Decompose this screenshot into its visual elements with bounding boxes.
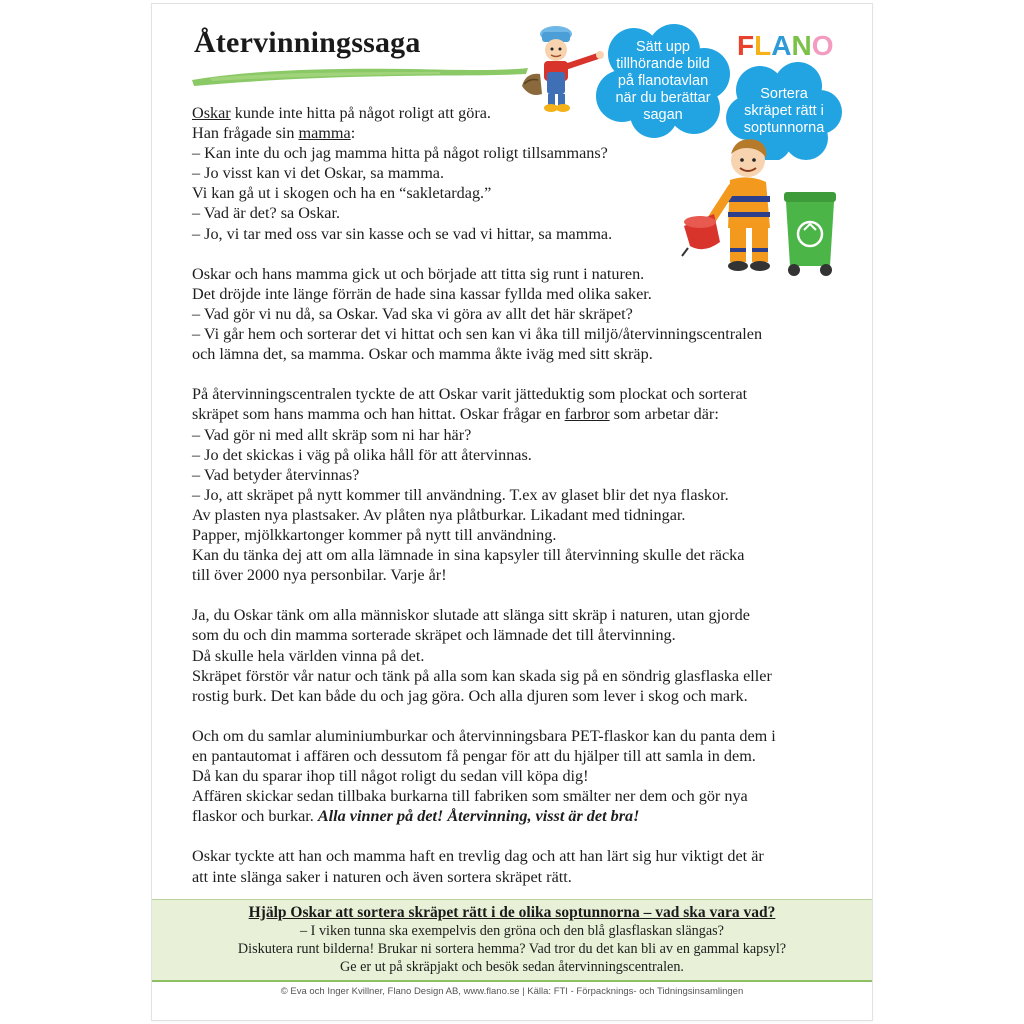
line-text: som arbetar där: (609, 405, 719, 424)
line-text: skräpet som hans mamma och han hittat. Oskar frågar en (192, 405, 565, 424)
story-line: Det dröjde inte länge förrän de hade sina kassar fyllda med olika saker. (192, 284, 652, 303)
story-line: Kan du tänka dej att om alla lämnade in sina kapsyler till återvinning skulle det räcka (192, 546, 745, 565)
story-line: Oskar och hans mamma gick ut och började att titta sig runt i naturen. (192, 264, 645, 283)
story-line: Ja, du Oskar tänk om alla människor slutade att slänga sitt skräp i naturen, utan gjorde (192, 606, 750, 625)
line-text: flaskor och burkar. (192, 807, 318, 826)
discussion-line: Diskutera runt bilderna! Brukar ni sortera hemma? Vad tror du det kan bli av en gammal kapsyl? (237, 941, 787, 957)
logo-letter: A (771, 30, 792, 61)
word-oskar: Oskar (192, 104, 231, 122)
logo-letter: O (811, 30, 834, 61)
story-paragraph-2 (192, 264, 812, 364)
story-line: På återvinningscentralen tyckte de att Oskar varit jätteduktig som plockat och sorterat (192, 385, 748, 404)
story-line: – Vad gör ni med allt skräp som ni har här? (192, 425, 472, 444)
story-paragraph-3 (192, 384, 812, 585)
story-line: Affären skickar sedan tillbaka burkarna till fabriken som smälter ner dem och gör nya (192, 787, 748, 806)
discussion-line: Ge er ut på skräpjakt och besök sedan återvinningscentralen. (340, 959, 684, 975)
story-line: Då skulle hela världen vinna på det. (192, 646, 425, 665)
story-line: och lämna det, sa mamma. Oskar och mamma åkte iväg med sitt skräp. (192, 345, 653, 364)
story-line: – Jo det skickas i väg på olika håll för att återvinnas. (192, 445, 532, 464)
bubble-text-left: Sätt upp tillhörande bild på flanotavlan när du berättar sagan (615, 38, 711, 123)
story-line: – Vad betyder återvinnas? (192, 465, 360, 484)
logo-letter: F (737, 30, 755, 61)
story-text (192, 103, 812, 907)
story-line: – Jo visst kan vi det Oskar, sa mamma. (192, 164, 445, 183)
story-line: – Jo, vi tar med oss var sin kasse och se vad vi hittar, sa mamma. (192, 224, 613, 243)
discussion-heading: Hjälp Oskar att sortera skräpet rätt i de olika soptunnorna – vad ska vara vad? (248, 904, 776, 921)
line-text: Han frågade sin (192, 124, 299, 143)
story-line: Av plasten nya plastsaker. Av plåten nya plåtburkar. Likadant med tidningar. (192, 505, 686, 524)
story-line (192, 404, 812, 424)
story-line: – Vad är det? sa Oskar. (192, 204, 341, 223)
line-text: : (350, 124, 356, 143)
story-line: som du och din mamma sorterade skräpet och lämnade det till återvinning. (192, 626, 676, 645)
story-line (192, 123, 812, 143)
story-paragraph-5 (192, 726, 812, 826)
bubble-text-right: Sortera skräpet rätt i soptunnorna (743, 85, 825, 136)
story-line: – Vad gör vi nu då, sa Oskar. Vad ska vi göra av allt det här skräpet? (192, 304, 633, 323)
story-line: Då kan du sparar ihop till något roligt du sedan vill köpa dig! (192, 767, 589, 786)
word-farbror: farbror (564, 405, 610, 424)
story-line (192, 806, 812, 826)
flano-logo (737, 30, 833, 62)
story-line: till över 2000 nya personbilar. Varje år! (192, 566, 447, 585)
logo-letter: N (791, 30, 812, 61)
line-text: kunde inte hitta på något roligt att göra. (230, 104, 491, 122)
word-mamma: mamma (298, 124, 351, 143)
logo-letter: L (754, 30, 772, 61)
green-brush-stroke (190, 62, 530, 88)
story-line: Oskar tyckte att han och mamma haft en trevlig dag och att han lärt sig hur viktigt det är (192, 847, 764, 866)
story-line: en pantautomat i affären och dessutom få pengar för att du hjälper till att samla in dem. (192, 747, 756, 765)
copyright-notice: © Eva och Inger Kvillner, Flano Design AB, www.flano.se | Källa: FTI - Förpacknings- och Tidningsinsamlingen (280, 986, 744, 997)
discussion-line: – I viken tunna ska exempelvis den gröna och den blå glasflaskan slängas? (300, 923, 724, 939)
story-line: Skräpet förstör vår natur och tänk på alla som kan skada sig på en söndrig glasflaska eller (192, 666, 772, 685)
story-paragraph-1 (192, 103, 812, 244)
story-line: Vi kan gå ut i skogen och ha en “sakletardag.” (192, 184, 492, 203)
story-line: Och om du samlar aluminiumburkar och återvinningsbara PET-flaskor kan du panta dem i (192, 726, 776, 745)
story-line: Papper, mjölkkartonger kommer på nytt till användning. (192, 525, 557, 544)
story-line: – Vi går hem och sorterar det vi hittat och sen kan vi åka till miljö/återvinningscentralen (192, 325, 763, 344)
story-line (192, 103, 812, 123)
bold-italic-slogan: Alla vinner på det! Återvinning, visst är det bra! (317, 807, 640, 826)
story-line: – Kan inte du och jag mamma hitta på något roligt tillsammans? (192, 144, 608, 163)
story-line: att inte slänga saker i naturen och även sortera skräpet rätt. (192, 867, 572, 886)
page-title: Återvinningssaga (194, 26, 421, 59)
story-paragraph-6 (192, 846, 812, 886)
story-line: – Jo, att skräpet på nytt kommer till användning. T.ex av glaset blir det nya flaskor. (192, 485, 729, 504)
story-line: rostig burk. Det kan både du och jag göra. Och alla djuren som lever i skog och mark. (192, 686, 748, 705)
story-paragraph-4 (192, 605, 812, 705)
